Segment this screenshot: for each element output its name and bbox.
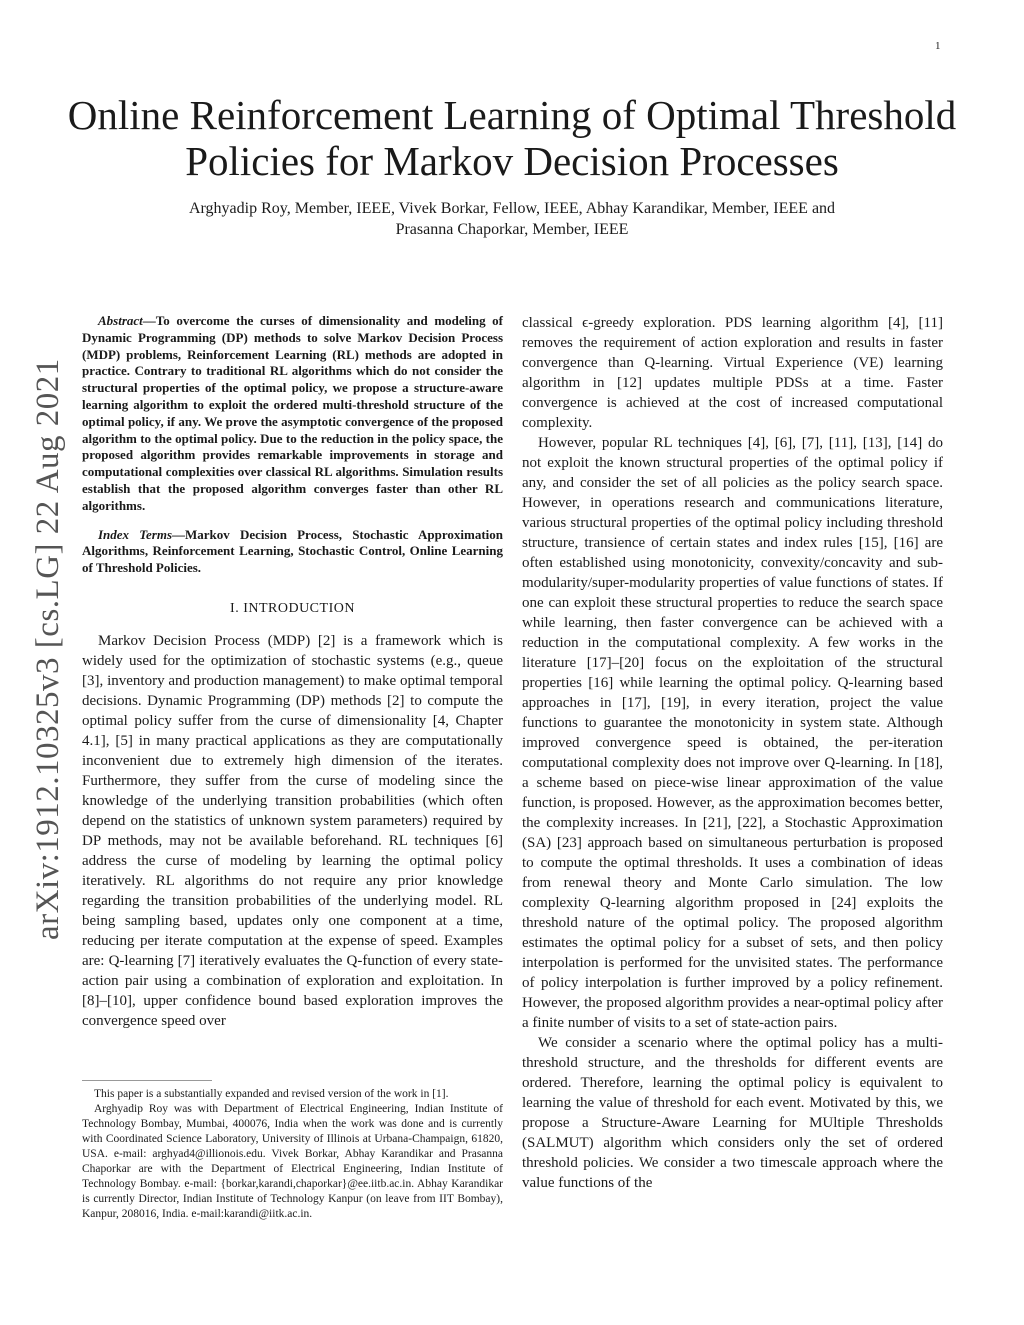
index-terms-text: —Markov Decision Process, Stochastic Approximation Algorithms, Reinforcement Learning, Stochastic Control, Online Learning of Threshold Policies. [82, 526, 504, 576]
right-column [522, 313, 943, 1193]
index-terms [82, 527, 503, 577]
intro-paragraph-2: classical ϵ-greedy exploration. PDS learning algorithm [4], [11] removes the requirement of action exploration and results in faster convergence than Q-learning. Virtual Experience (VE) learning algorithm in [12] updates multiple PDSs at a time. Faster convergence is achieved at the cost of increased computational complexity. [522, 315, 943, 431]
abstract-text: —To overcome the curses of dimensionality and modeling of Dynamic Programming (DP) methods to solve Markov Decision Process (MDP) problems, Reinforcement Learning (RL) methods are adopted in practice. Contrary to traditional RL algorithms which do not consider the structural properties of the optimal policy, we propose a structure-aware learning algorithm to exploit the ordered multi-threshold structure of the optimal policy, if any. We prove the asymptotic convergence of the proposed algorithm to the optimal policy. Due to the reduction in the policy space, the proposed algorithm provides remarkable improvements in storage and computational complexities over classical RL algorithms. Simulation results establish that the proposed algorithm converges faster than other RL algorithms. [82, 313, 503, 513]
footnote-2: Arghyadip Roy was with Department of Electrical Engineering, Indian Institute of Technology Bombay, Mumbai, 400076, India when the work was done and is currently with Coordinated Science Laboratory, University of Illinois at Urbana-Champaign, 61820, USA. e-mail: arghyad4@illionois.edu. Vivek Borkar, Abhay Karandikar and Prasanna Chaporkar are with the Department of Electrical Engineering, Indian Institute of Technology Bombay. e-mail: {borkar,karandi,chaporkar}@ee.iitb.ac.in. Abhay Karandikar is currently Director, Indian Institute of Technology Kanpur (on leave from IIT Bombay), Kanpur, 208016, India. e-mail:karandi@iitk.ac.in. [82, 1103, 503, 1220]
authors-line-1: Arghyadip Roy, Member, IEEE, Vivek Borkar, Fellow, IEEE, Abhay Karandikar, Member, IEEE and [188, 200, 836, 217]
author-list [80, 198, 944, 240]
page-number: 1 [935, 40, 941, 52]
intro-paragraph-4: We consider a scenario where the optimal policy has a multi-threshold structure, and the thresholds for different events are ordered. Therefore, learning the optimal policy is equivalent to learning the value of threshold for each event. Motivated by this, we propose a Structure-Aware Learning for MUltiple Thresholds (SALMUT) algorithm which considers only the set of ordered threshold policies. We consider a two timescale approach where the value functions of the [522, 1035, 943, 1191]
footnotes [82, 1087, 503, 1222]
abstract-lead: Abstract [98, 313, 143, 328]
left-column [82, 313, 503, 1031]
index-terms-lead: Index Terms [98, 526, 173, 542]
abstract [82, 313, 503, 515]
section-heading-introduction: I. INTRODUCTION [230, 600, 355, 616]
intro-paragraph-1: Markov Decision Process (MDP) [2] is a framework which is widely used for the optimization of stochastic systems (e.g., queue [3], inventory and production management) to make optimal temporal decisions. Dynamic Programming (DP) methods [2] to compute the optimal policy suffer from the curse of dimensionality [4, Chapter 4.1], [5] in many practical applications as they are computationally inconvenient due to extremely high dimension of the iterates. Furthermore, they suffer from the curse of modeling since the knowledge of the underlying transition probabilities (which often depend on the statistics of unknown system parameters) required by DP methods, may not be available beforehand. RL techniques [6] address the curse of modeling by learning the optimal policy iteratively. RL algorithms do not require any prior knowledge regarding the transition probabilities of the underlying model. RL being sampling based, updates only one component at a time, reducing per iterate computation at the expense of speed. Examples are: Q-learning [7] iteratively evaluates the Q-function of every state-action pair using a combination of exploration and exploitation. In [8]–[10], upper confidence bound based exploration improves the convergence speed over [82, 632, 503, 1029]
paper-title: Online Reinforcement Learning of Optimal Threshold Policies for Markov Decision Processes [67, 92, 957, 184]
arxiv-identifier: arXiv:1912.10325v3 [cs.LG] 22 Aug 2021 [30, 358, 66, 940]
authors-line-2: Prasanna Chaporkar, Member, IEEE [395, 221, 629, 238]
intro-paragraph-3: However, popular RL techniques [4], [6], [7], [11], [13], [14] do not exploit the known structural properties of the optimal policy if any, and consider the set of all policies as the policy search space. However, in operations research and communications literature, various structural properties of the optimal policy including threshold structure, transience of certain states and index rules [15], [16] are often established using monotonicity, convexity/concavity and sub-modularity/super-modularity properties of value functions of states. If one can exploit these structural properties to reduce the search space while learning, then faster convergence can be achieved with a reduction in the computational complexity. A few works in the literature [17]–[20] focus on the exploitation of the structural properties [16] while learning the optimal policy. Q-learning based approaches in [17], [19], in every iteration, project the value functions to guarantee the monotonicity in system state. Although improved convergence speed is obtained, the per-iteration computational complexity does not improve over Q-learning. In [18], a scheme based on piece-wise linear approximation of the value function, is proposed. However, as the approximation becomes better, the complexity increases. In [21], [22], a Stochastic Approximation (SA) [23] approach based on simultaneous perturbation is proposed to compute the optimal thresholds. It uses a combination of ideas from renewal theory and Monte Carlo simulation. The low complexity Q-learning algorithm proposed in [24] exploits the threshold nature of the optimal policy. The proposed algorithm estimates the optimal policy for a subset of sets, and then policy interpolation is performed for the unvisited states. The performance of policy interpolation is further improved by a policy refinement. However, the proposed algorithm provides a near-optimal policy after a finite number of visits to a set of state-action pairs. [522, 435, 943, 1031]
footnote-rule [82, 1080, 212, 1081]
footnote-1: This paper is a substantially expanded and revised version of the work in [1]. [94, 1088, 449, 1100]
